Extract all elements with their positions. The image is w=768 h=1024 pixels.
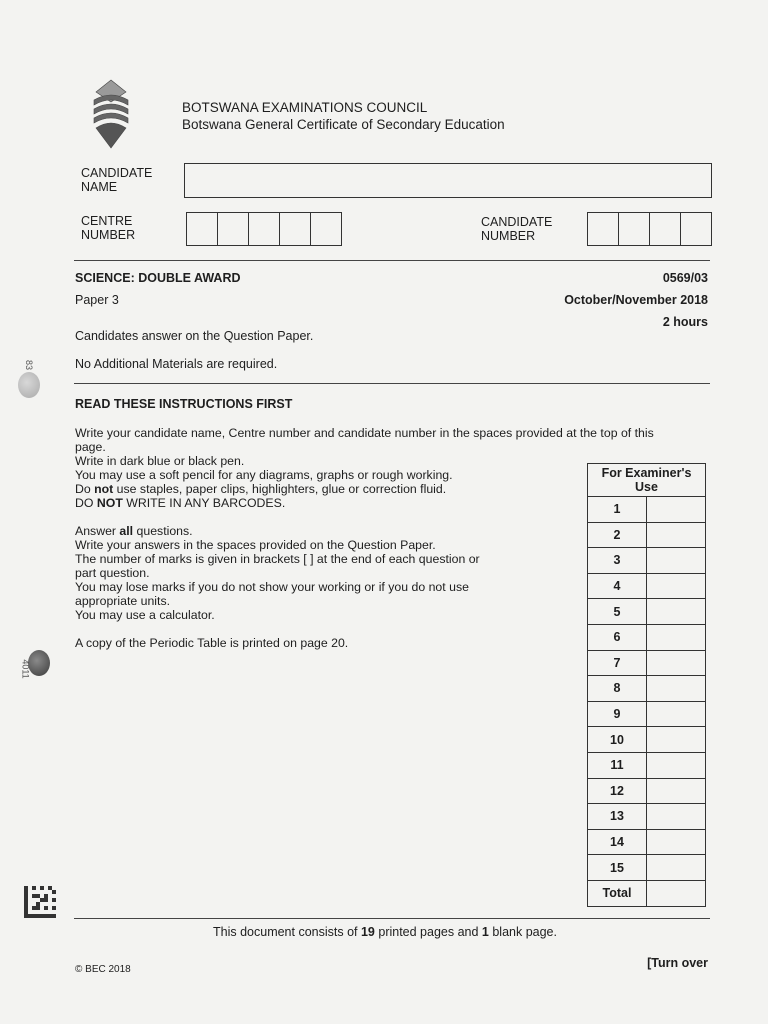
instructions-title: READ THESE INSTRUCTIONS FIRST [75, 397, 293, 411]
duration: 2 hours [662, 315, 708, 329]
subject: SCIENCE: DOUBLE AWARD [75, 271, 241, 285]
candidate-name-label: CANDIDATE NAME [81, 166, 153, 194]
table-row: 15 [588, 855, 706, 881]
table-row: 3 [588, 548, 706, 574]
table-row: 9 [588, 701, 706, 727]
table-row: 6 [588, 624, 706, 650]
barcode-icon [24, 886, 56, 918]
session: October/November 2018 [564, 293, 708, 307]
centre-number-label: CENTRE NUMBER [81, 214, 136, 242]
table-row: 12 [588, 778, 706, 804]
divider [74, 383, 710, 384]
candidate-number-label: CANDIDATE NUMBER [481, 215, 553, 243]
table-row: 13 [588, 804, 706, 830]
punch-hole [18, 372, 40, 398]
table-row: Total [588, 880, 706, 906]
materials-note: No Additional Materials are required. [75, 357, 278, 371]
table-row: 10 [588, 727, 706, 753]
examiner-use-table [587, 463, 706, 907]
centre-number-field[interactable] [186, 212, 342, 246]
candidate-number-field[interactable] [587, 212, 712, 246]
candidate-name-field[interactable] [184, 163, 712, 198]
paper-number: Paper 3 [75, 293, 119, 307]
table-row: 8 [588, 676, 706, 702]
punch-hole [28, 650, 50, 676]
table-row: 7 [588, 650, 706, 676]
copyright: © BEC 2018 [75, 964, 131, 975]
margin-mark: 83 [24, 359, 35, 371]
table-row: 11 [588, 752, 706, 778]
table-row: 5 [588, 599, 706, 625]
table-row: 2 [588, 522, 706, 548]
divider [74, 260, 710, 261]
page-count-note: This document consists of 19 printed pages and 1 blank page. [213, 925, 557, 939]
divider [74, 918, 710, 919]
table-row: 4 [588, 573, 706, 599]
council-name: BOTSWANA EXAMINATIONS COUNCIL [182, 100, 428, 115]
margin-mark: 4011 [20, 659, 31, 679]
answer-note: Candidates answer on the Question Paper. [75, 329, 314, 343]
table-row: 14 [588, 829, 706, 855]
table-row: 1 [588, 497, 706, 523]
turn-over: [Turn over [647, 956, 708, 970]
instructions: Write your candidate name, Centre number and candidate number in the spaces provided at the top of this page. Write in dark blue or black pen. You may use a soft pencil for any diagrams, graphs or rough working. Do not use staples, paper clips, highlighters, glue or correction fluid. DO NOT WRITE IN ANY BARCODES. Answer all questions. Write your answers in the spaces provided on the Question Paper. The number of marks is given in brackets [ ] at the end of each question or part question. You may lose marks if you do not show your working or if you do not use appropriate units. You may use a calculator. A copy of the Periodic Table is printed on page 20. [75, 426, 654, 650]
examiner-use-heading: For Examiner's Use [588, 464, 706, 497]
bec-logo [86, 78, 136, 150]
paper-code: 0569/03 [662, 271, 708, 285]
certificate-name: Botswana General Certificate of Secondary Education [182, 117, 505, 132]
